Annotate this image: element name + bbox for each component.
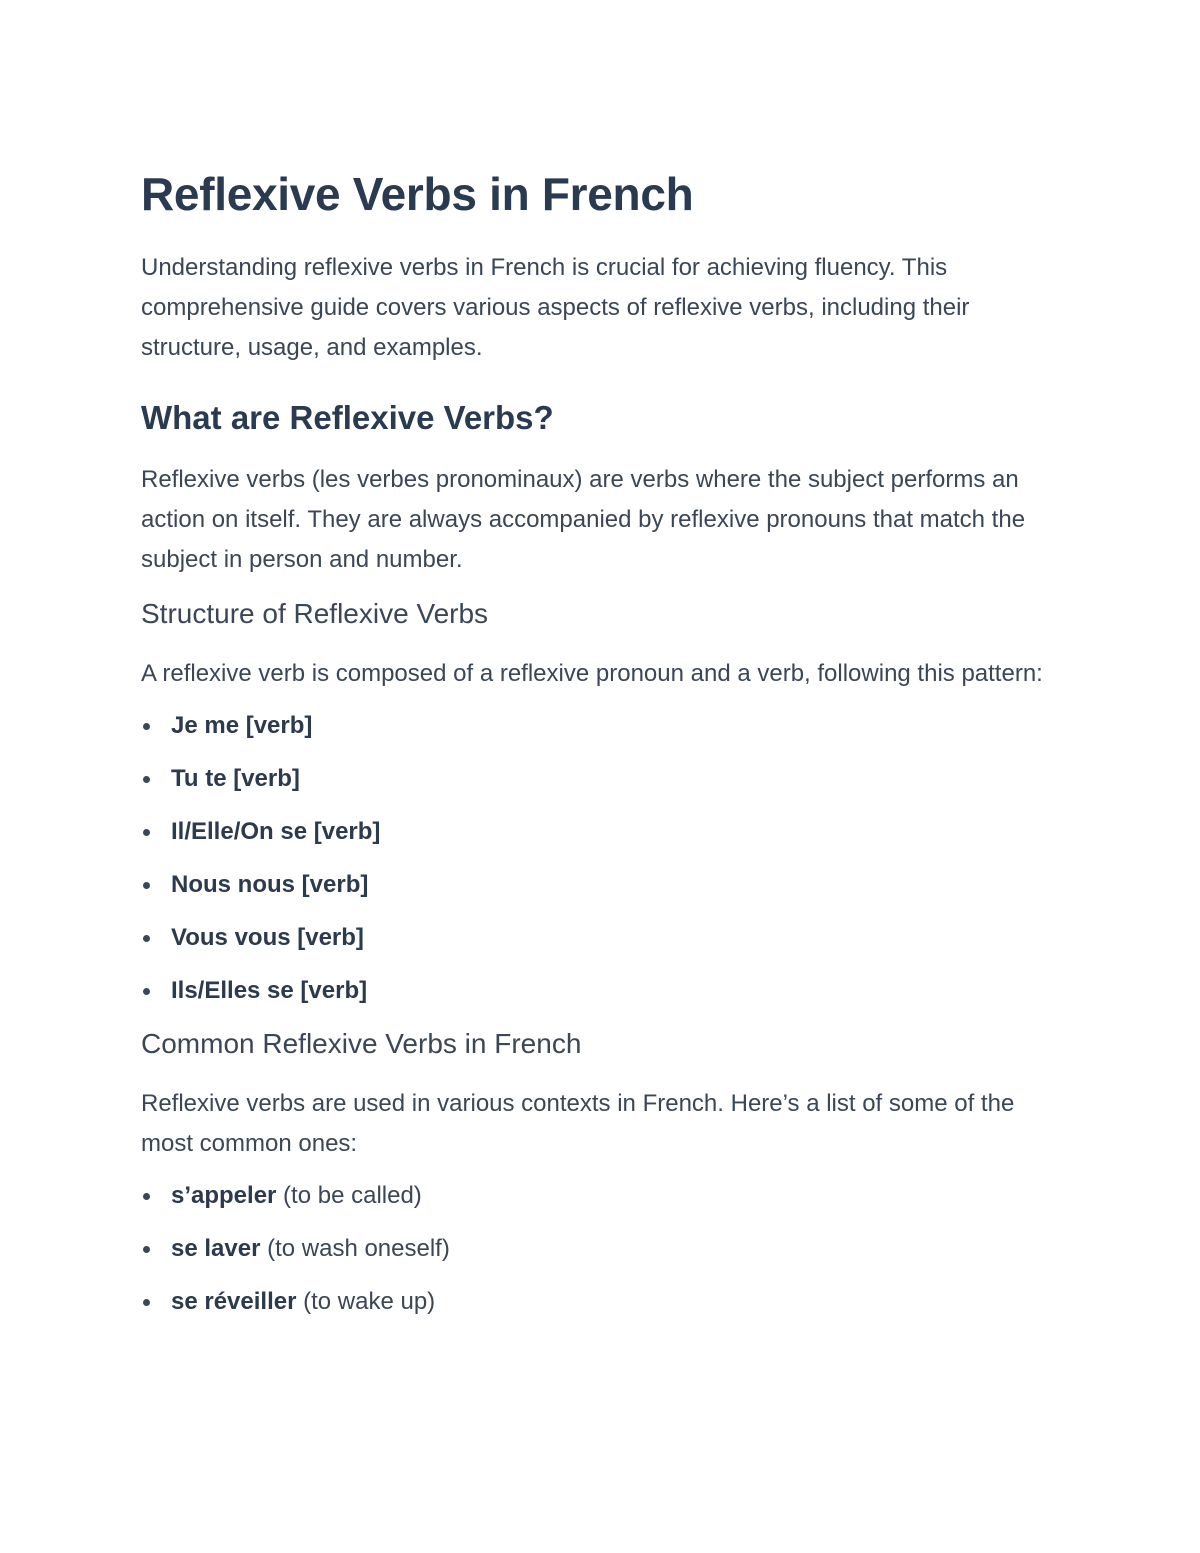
pattern-text: Ils/Elles se [verb] [171,977,368,1004]
list-item [141,812,1061,852]
verb-meaning: (to be called) [276,1182,422,1209]
verb-meaning: (to wash oneself) [260,1235,450,1262]
bullet-icon [143,723,150,730]
verb-meaning: (to wake up) [296,1288,436,1315]
common-verb-list [141,1176,1061,1322]
section-paragraph-what-are: Reflexive verbs (les verbes pronominaux) are verbs where the subject performs an action on itself. They are always accompanied by reflexive pronouns that match the subject in person and number. [141,466,1026,573]
subheading-common: Common Reflexive Verbs in French [141,1028,582,1059]
verb-term: se laver [171,1235,261,1262]
list-item [141,1282,1061,1322]
bullet-icon [143,988,150,995]
list-item [141,865,1061,905]
list-item [141,918,1061,958]
bullet-icon [143,882,150,889]
bullet-icon [143,776,150,783]
verb-term: s’appeler [171,1182,277,1209]
list-item [141,1229,1061,1269]
structure-paragraph: A reflexive verb is composed of a reflexive pronoun and a verb, following this pattern: [141,660,1043,687]
pattern-text: Je me [verb] [171,712,313,739]
pattern-text: Nous nous [verb] [171,871,369,898]
bullet-icon [143,1299,150,1306]
pattern-list [141,706,1061,1011]
bullet-icon [143,829,150,836]
section-heading-what-are: What are Reflexive Verbs? [141,399,554,436]
bullet-icon [143,1246,150,1253]
document-page [141,160,1061,1335]
pattern-text: Tu te [verb] [171,765,300,792]
list-item [141,1176,1061,1216]
list-item [141,971,1061,1011]
pattern-text: Il/Elle/On se [verb] [171,818,381,845]
page-title: Reflexive Verbs in French [141,168,694,220]
common-paragraph: Reflexive verbs are used in various contexts in French. Here’s a list of some of the most common ones: [141,1090,1015,1157]
bullet-icon [143,1193,150,1200]
intro-paragraph: Understanding reflexive verbs in French is crucial for achieving fluency. This comprehensive guide covers various aspects of reflexive verbs, including their structure, usage, and examples. [141,254,970,361]
pattern-text: Vous vous [verb] [171,924,364,951]
list-item [141,759,1061,799]
list-item [141,706,1061,746]
bullet-icon [143,935,150,942]
subheading-structure: Structure of Reflexive Verbs [141,598,489,629]
verb-term: se réveiller [171,1288,297,1315]
